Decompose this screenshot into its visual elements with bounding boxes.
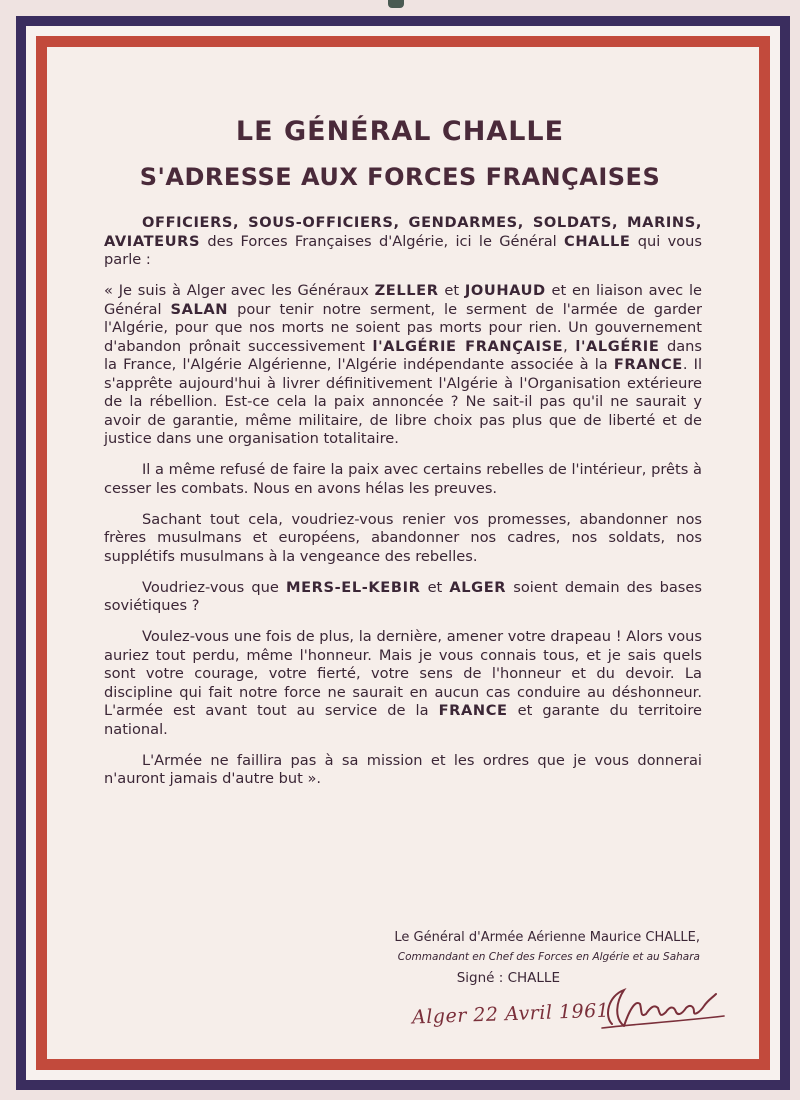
mers-text: et [420, 578, 450, 596]
quote-text: et [438, 282, 465, 299]
poster-title: LE GÉNÉRAL CHALLE [235, 116, 565, 147]
quote-text: pour tenir notre serment, le serment de l'armée de garder l'Algérie, pour que nos morts ne soient pas morts pour rien. Un gouvernement d'abandon prônait successivement [104, 300, 702, 355]
name-challe: CHALLE [564, 232, 631, 250]
phrase-algerie-francaise: l'ALGÉRIE FRANÇAISE [372, 337, 564, 355]
quote-text: , [563, 337, 576, 355]
quote-text: . Il s'apprête aujourd'hui à livrer définitivement l'Algérie à l'Organisation extérieure de la rébellion. Est-ce cela la paix annoncée ? Ne sait-il pas qu'il ne saurait y avoir de garantie, même militaire, de libre choix pas plus que de liberté et de justice dans une organisation totalitaire. [104, 356, 702, 447]
proclamation-body [104, 214, 702, 801]
paragraph-mers-el-kebir [104, 579, 702, 616]
word-france: FRANCE [613, 356, 683, 373]
handwritten-signature-icon [594, 978, 734, 1036]
signatory-name: Le Général d'Armée Aérienne Maurice CHALLE, [394, 930, 700, 945]
mers-text: Voudriez-vous que [142, 578, 286, 596]
handwritten-date: Alger 22 Avril 1961 [411, 999, 610, 1029]
name-salan: SALAN [170, 300, 229, 318]
place-alger: ALGER [449, 578, 507, 596]
poster-subtitle: S'ADRESSE AUX FORCES FRANÇAISES [139, 163, 661, 191]
voulez-text: et garante du territoire national. [104, 702, 702, 738]
quote-text: dans la France, l'Algérie Algérienne, l'Algérie indépendante associée à la [104, 337, 703, 373]
paragraph-refuse: Il a même refusé de faire la paix avec certains rebelles de l'intérieur, prêts à cesser les combats. Nous en avons hélas les preuves. [104, 461, 702, 497]
paragraph-armee: L'Armée ne faillira pas à sa mission et les ordres que je vous donnerai n'auront jamais d'autre but ». [104, 751, 702, 787]
paragraph-voulez [104, 628, 702, 739]
place-mers-el-kebir: MERS-EL-KEBIR [285, 578, 421, 596]
paragraph-quote [104, 282, 702, 449]
signed-line: Signé : CHALLE [456, 970, 560, 986]
name-zeller: ZELLER [374, 282, 439, 299]
signatory-title: Commandant en Chef des Forces en Algérie et au Sahara [397, 951, 700, 963]
paragraph-sachant: Sachant tout cela, voudriez-vous renier vos promesses, abandonner nos frères musulmans et européens, abandonner nos cadres, nos soldats, nos supplétifs musulmans à la vengeance des rebelles. [104, 510, 702, 565]
voulez-text: Voulez-vous une fois de plus, la dernière, amener votre drapeau ! Alors vous auriez tout perdu, même l'honneur. Mais je vous connais tous, et je sais quels sont votre courage, votre fierté, votre sens de l'honneur et du devoir. La discipline qui fait notre force ne saurait en aucun cas conduire au déshonneur. L'armée est avant tout au service de la [104, 628, 702, 719]
mers-text: soient demain des bases soviétiques ? [104, 578, 702, 614]
intro-end: qui vous parle : [104, 232, 703, 268]
quote-text: « Je suis à Alger avec les Généraux [104, 282, 375, 299]
signature-block [300, 928, 700, 986]
word-france: FRANCE [438, 702, 508, 719]
addressees: OFFICIERS, SOUS-OFFICIERS, GENDARMES, SOLDATS, MARINS, AVIATEURS [104, 214, 702, 250]
quote-text: et en liaison avec le Général [104, 282, 702, 318]
intro-text: des Forces Françaises d'Algérie, ici le Général [200, 232, 565, 250]
name-jouhaud: JOUHAUD [464, 282, 546, 299]
phrase-algerie: l'ALGÉRIE [575, 337, 660, 355]
paragraph-intro [104, 214, 702, 270]
hanging-nail [388, 0, 404, 8]
